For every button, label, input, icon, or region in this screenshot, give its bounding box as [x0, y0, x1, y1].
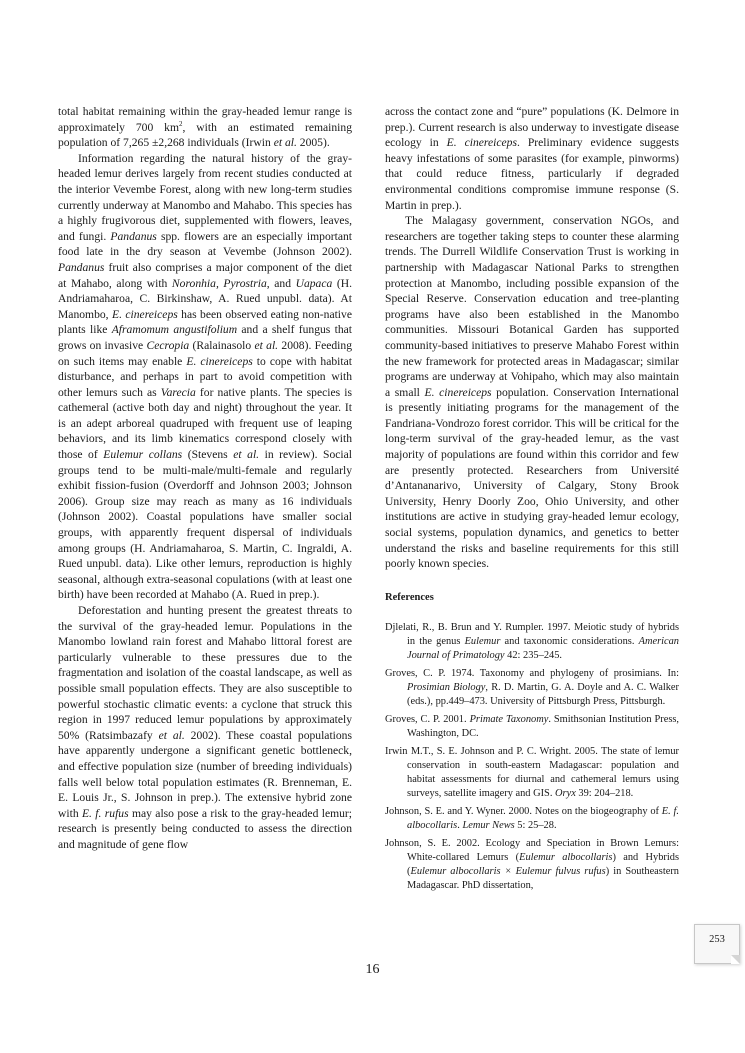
italic-text: E. cinereiceps: [111, 307, 178, 321]
italic-text: Lemur News: [462, 820, 515, 832]
italic-text: Eulemur collans: [103, 448, 183, 462]
text-run: for native plants. The species is cathemeral (active both day and night) throughout the year. It is an adept arboreal quadruped with frequent use of leaping behaviors, and its limb kinematics correspond closely with those of: [58, 385, 352, 462]
reference-entry: [385, 621, 679, 663]
superscript: 2: [178, 119, 183, 128]
italic-text: Pandanus: [58, 260, 105, 274]
text-run: , and: [266, 276, 296, 290]
italic-text: Cecropia: [146, 338, 190, 352]
italic-text: et al.: [158, 728, 185, 742]
text-run: , R. D. Martin, G. A. Doyle and A. C. Walker (eds.), pp.449–473. University of Pittsburgh Press, Pittsburgh.: [407, 682, 680, 708]
text-run: to cope with habitat disturbance, and perhaps in part to avoid competition with other lemurs such as: [58, 354, 352, 399]
reference-entry: [385, 745, 679, 801]
paragraph: [58, 151, 352, 603]
italic-text: et al.: [254, 338, 279, 352]
italic-text: Noronhia, Pyrostria: [171, 276, 267, 290]
italic-text: E. cinereiceps: [446, 136, 517, 150]
italic-text: et al.: [273, 136, 297, 150]
italic-text: Eulemur: [464, 636, 501, 648]
right-column: [385, 104, 679, 897]
italic-text: Eulemur albocollaris: [519, 852, 613, 864]
italic-text: Oryx: [555, 788, 576, 800]
left-column: [58, 104, 352, 853]
text-run: 42: 235–245.: [504, 650, 563, 662]
text-run: . Smithsonian Institution Press, Washington, DC.: [407, 714, 679, 740]
text-run: population. Conservation International is presently initiating programs for the management of the Fandriana-Vondrozo forest corridor. This will be critical for the long-term survival of the gray-headed lemur, as the vast majority of populations are found within this corridor and few are presently protected. Researchers from Université d’Antananarivo, University of Calgary, Stony Brook University, Henry Doorly Zoo, Ohio University, and other institutions are active in studying gray-headed lemur ecology, social systems, population dynamics, and genetics to better understand the risks and baseline requirements for this still poorly known species.: [385, 385, 679, 571]
text-run: Irwin M.T., S. E. Johnson and P. C. Wright. 2005. The state of lemur conservation in south-eastern Madagascar: population and habitat assessments for diurnal and cathemeral lemurs using surveys, satellite imagery and GIS.: [385, 746, 679, 800]
page-fold-icon: [731, 955, 740, 964]
text-run: 2008). Feeding on such items may enable: [58, 338, 353, 368]
page-corner-tab[interactable]: [694, 924, 740, 964]
text-run: fruit also comprises a major component of the diet at Mahabo, along with: [58, 260, 352, 290]
italic-text: E. f. albocollaris: [407, 806, 679, 832]
italic-text: Prosimian Biology: [407, 682, 486, 694]
italic-text: et al.: [233, 448, 260, 462]
text-run: 2002). These coastal populations have apparently undergone a significant genetic bottleneck, and effective population size (number of breeding individuals) falls well below total population estimates (R. Brenneman, E. E. Louis Jr., S. Johnson in prep.). The extensive hybrid zone with: [58, 728, 352, 820]
text-run: , with an estimated remaining population of 7,265 ±2,268 individuals (Irwin: [58, 120, 352, 150]
text-run: Information regarding the natural history of the gray-headed lemur derives largely from recent studies conducted at the interior Vevembe Forest, along with new long-term studies currently underway at Manombo and Mahabo. This species has a highly frugivorous diet, supplemented with flowers, leaves, and fungi.: [58, 151, 352, 243]
text-run: 39: 204–218.: [575, 788, 634, 800]
italic-text: Pandanus: [110, 229, 157, 243]
text-run: 2005).: [296, 136, 330, 150]
italic-text: E. cinereiceps: [424, 385, 492, 399]
italic-text: E. cinereiceps: [186, 354, 253, 368]
references-list: [385, 621, 679, 893]
text-run: ) in Southeastern Madagascar. PhD dissertation,: [407, 866, 679, 892]
paragraph: [58, 603, 352, 853]
text-run: in review). Social groups tend to be multi-male/multi-female and regularly exhibit fission-fusion (Overdorff and Johnson 2003; Johnson 2006). Group size may reach as many as 16 individuals (Johnson 2002). Coastal populations have smaller social groups, with apparently frequent dispersal of individuals among groups (H. Andriamaharoa, S. Martin, C. Ingraldi, A. Rued unpubl. data). Like other lemurs, reproduction is highly seasonal, although extra-seasonal copulations (with at least one birth) have been recorded at Mahabo (A. Rued in prep.).: [58, 448, 352, 602]
text-run: (Stevens: [182, 448, 234, 462]
reference-entry: [385, 713, 679, 741]
italic-text: Uapaca: [295, 276, 333, 290]
italic-text: Eulemur albocollaris × Eulemur fulvus rufus: [410, 866, 606, 878]
text-run: has been observed eating non-native plants like: [58, 307, 352, 337]
reference-entry: [385, 837, 679, 893]
text-run: Groves, C. P. 1974. Taxonomy and phylogeny of prosimians. In:: [385, 668, 679, 680]
text-run: total habitat remaining within the gray-headed lemur range is approximately 700 km: [58, 105, 352, 134]
text-run: and a shelf fungus that grows on invasive: [58, 323, 352, 352]
paragraph: [58, 104, 352, 151]
reference-entry: [385, 805, 679, 833]
italic-text: Varecia: [160, 385, 196, 399]
text-run: Djlelati, R., B. Brun and Y. Rumpler. 1997. Meiotic study of hybrids in the genus: [385, 622, 679, 648]
text-run: 5: 25–28.: [514, 820, 557, 832]
text-run: spp. flowers are an especially important food late in the dry season at Vevembe (Johnson 2002).: [58, 229, 352, 259]
italic-text: Primate Taxonomy: [469, 714, 549, 726]
reference-entry: [385, 667, 679, 709]
page-number: 16: [365, 962, 380, 977]
text-run: Johnson, S. E. 2002. Ecology and Speciation in Brown Lemurs: White-collared Lemurs (: [385, 838, 679, 864]
text-run: .: [457, 820, 463, 832]
italic-text: American Journal of Primatology: [407, 636, 680, 662]
text-run: and taxonomic considerations.: [500, 636, 639, 648]
italic-text: Aframomum angustifolium: [111, 323, 238, 337]
paragraph: [385, 104, 679, 213]
text-run: Johnson, S. E. and Y. Wyner. 2000. Notes on the biogeography of: [385, 806, 662, 818]
text-run: . Preliminary evidence suggests heavy infestations of some parasites (for example, pinworms) that could reduce fitness, particularly if degraded environmental conditions compromise immune response (S. Martin in prep.).: [385, 136, 679, 212]
paragraph: [385, 213, 679, 572]
text-run: The Malagasy government, conservation NGOs, and researchers are together taking steps to counter these alarming trends. The Durrell Wildlife Conservation Trust is working in partnership with Madagascar National Parks to strengthen protection at Manombo, including possible expansion of the Special Reserve. Conservation education and tree-planting programs have also been established in the Manombo communities. Missouri Botanical Garden has supported community-based initiatives to preserve Mahabo Forest within the new framework for protected areas in Madagascar; similar programs are underway at Vohipaho, which may also maintain a small: [385, 214, 679, 399]
references-heading: References: [385, 591, 434, 603]
right-body: [385, 104, 679, 572]
text-run: across the contact zone and “pure” populations (K. Delmore in prep.). Current research is also underway to investigate disease ecology in: [385, 105, 679, 150]
text-run: Groves, C. P. 2001.: [385, 714, 470, 726]
text-run: Deforestation and hunting present the greatest threats to the survival of the gray-headed lemur. Populations in the Manombo lowland rain forest and Mahabo littoral forest are particularly vulnerable to these pressures due to the fragmentation and isolation of the coastal landscape, as well as possible small population effects. They are also susceptible to powerful stochastic climatic events: a cyclone that struck this region in 1997 reduced lemur populations by approximately 50% (Ratsimbazafy: [58, 604, 352, 742]
text-run: (H. Andriamaharoa, C. Birkinshaw, A. Rued unpubl. data). At Manombo,: [58, 276, 353, 321]
text-run: ) and Hybrids (: [407, 852, 679, 878]
italic-text: E. f. rufus: [81, 806, 129, 820]
text-run: may also pose a risk to the gray-headed lemur; research is presently being conducted to assess the direction and magnitude of gene flow: [58, 806, 352, 851]
text-run: (Ralainasolo: [189, 338, 255, 352]
page-tab-number: 253: [709, 934, 725, 945]
